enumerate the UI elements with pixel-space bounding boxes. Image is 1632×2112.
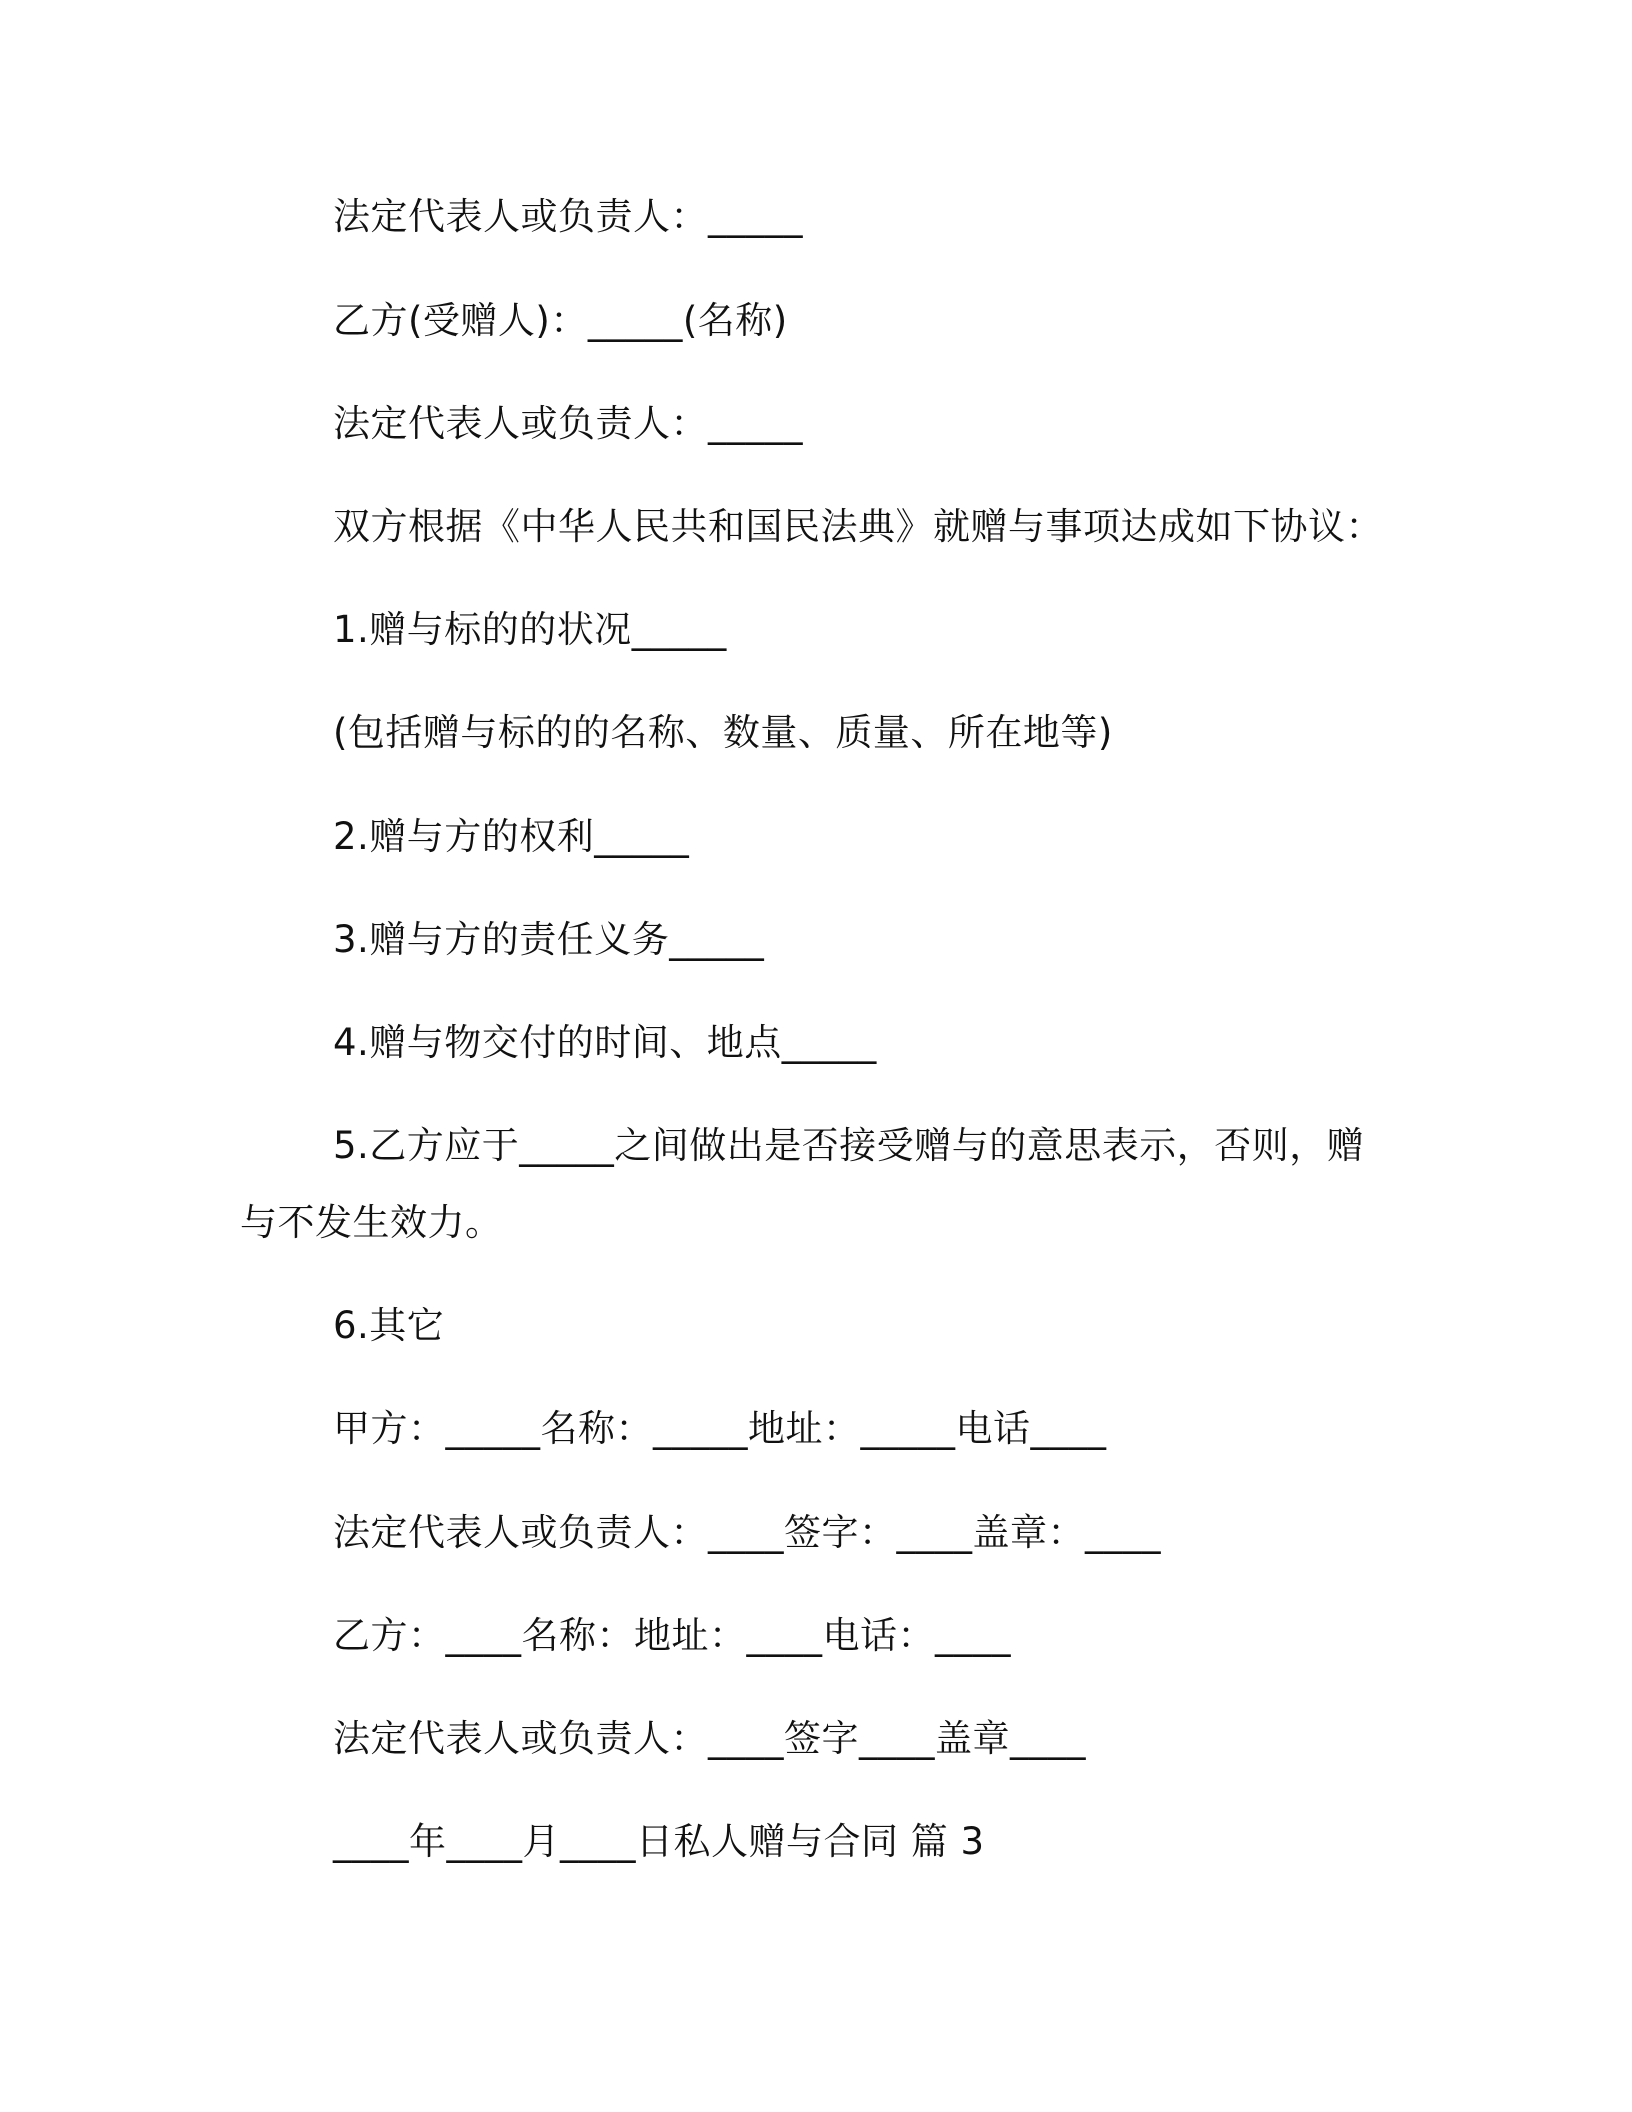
text-line-continuation: 与不发生效力。 <box>240 1201 503 1244</box>
text-line: 2.赠与方的权利_____ <box>333 815 690 858</box>
text-line: 乙方：____名称：地址：____电话：____ <box>333 1614 1011 1657</box>
text-line: 法定代表人或负责人：____签字____盖章____ <box>333 1717 1086 1760</box>
text-line: ____年____月____日私人赠与合同 篇 3 <box>333 1820 985 1863</box>
text-line: 法定代表人或负责人：____签字：____盖章：____ <box>333 1511 1161 1554</box>
text-line: 5.乙方应于_____之间做出是否接受赠与的意思表示，否则，赠 <box>333 1124 1365 1167</box>
text-line: 法定代表人或负责人：_____ <box>333 402 803 445</box>
text-line: 1.赠与标的的状况_____ <box>333 608 727 651</box>
text-line: 6.其它 <box>333 1304 445 1347</box>
text-line: 双方根据《中华人民共和国民法典》就赠与事项达成如下协议： <box>333 505 1383 548</box>
text-line: 甲方：_____名称：_____地址：_____电话____ <box>333 1407 1107 1450</box>
text-line: 4.赠与物交付的时间、地点_____ <box>333 1021 877 1064</box>
text-line: 3.赠与方的责任义务_____ <box>333 918 765 961</box>
text-line: 乙方(受赠人)：_____(名称) <box>333 299 788 342</box>
text-line: 法定代表人或负责人：_____ <box>333 195 803 238</box>
text-line: (包括赠与标的的名称、数量、质量、所在地等) <box>333 711 1113 754</box>
